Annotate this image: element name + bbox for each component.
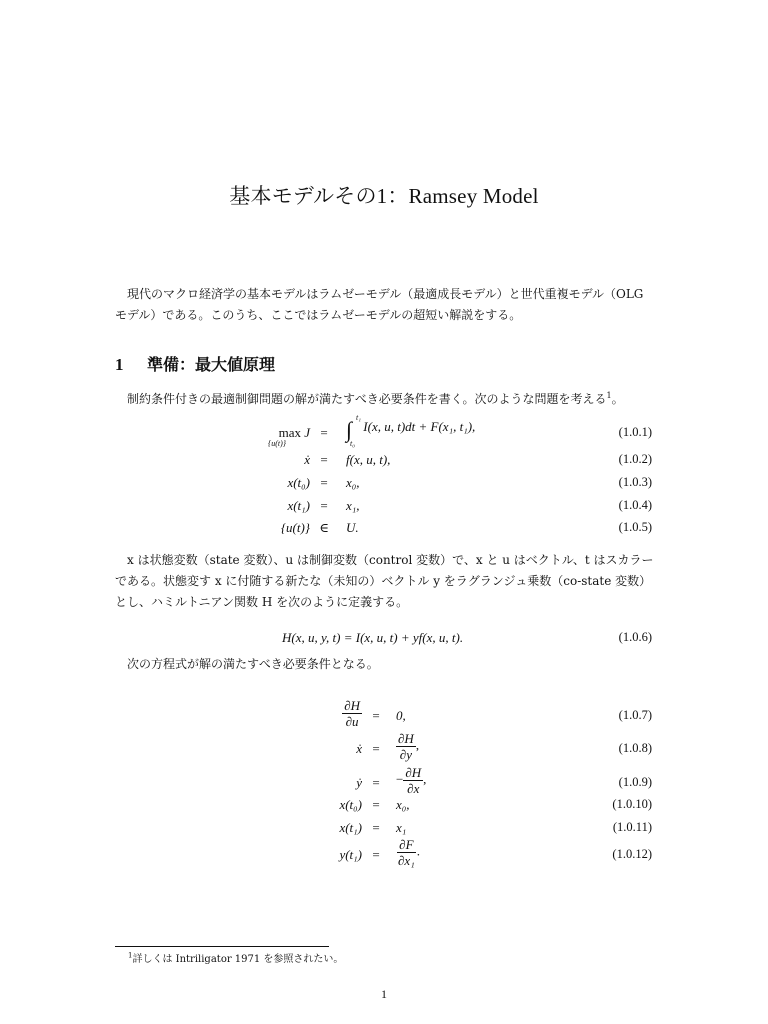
equation-number: (1.0.1) [618, 425, 652, 439]
equation-1-0-2 [0, 452, 768, 472]
intro-paragraph [115, 385, 655, 410]
equation-1-0-10 [0, 797, 768, 817]
footnote [128, 950, 343, 965]
equation-lhs: y(t₁) [339, 847, 362, 862]
equation-rhs-text: I(x, u, t)dt + F(x₁, t₁), [363, 419, 476, 434]
equation-number: (1.0.6) [618, 630, 652, 644]
equation-lhs: {u(t)} [280, 520, 310, 535]
equation-relation: = [372, 820, 380, 835]
equation-lhs: x(t₀) [287, 475, 310, 490]
equation-number: (1.0.2) [618, 452, 652, 466]
section-heading [115, 352, 275, 375]
equation-relation: = [372, 741, 380, 756]
equation-number: (1.0.3) [618, 475, 652, 489]
equation-rhs: ∫ t₁ t₀ I(x, u, t)dt + F(x₁, t₁), [346, 413, 476, 448]
equation-number: (1.0.4) [618, 498, 652, 512]
max-subscript: {u(t)} [268, 439, 286, 448]
integral-lower-limit: t₀ [350, 439, 356, 448]
equation-rhs: x₁, [346, 498, 360, 513]
equation-number: (1.0.7) [618, 708, 652, 722]
equation-lhs: x(t₁) [287, 498, 310, 513]
equation-relation: ∈ [319, 520, 329, 535]
intro-text-end: 。 [611, 392, 624, 406]
abstract-paragraph: 現代のマクロ経済学の基本モデルはラムゼーモデル（最適成長モデル）と世代重複モデル（OLGモデル）である。このうち、ここではラムゼーモデルの超短い解説をする。 [115, 287, 644, 322]
equation-rhs: 0, [396, 708, 406, 723]
equation-1-0-1 [0, 413, 768, 453]
equation-number: (1.0.10) [612, 797, 652, 811]
equation-number: (1.0.11) [612, 820, 652, 834]
fraction: $\frac{\partial F}{\text{∂x₁}}$ [398, 837, 415, 868]
equation-rhs: $\frac{\partial F}{\text{∂x₁}}$ . [398, 837, 420, 868]
fraction: $\frac{\partial H}{\partial x}$ [405, 765, 422, 796]
equation-1-0-6 [0, 630, 768, 650]
equation-lhs: ẏ [356, 775, 362, 790]
equation-1-0-4 [0, 498, 768, 518]
equation-rhs: $\frac{\partial H}{\partial y}$ , [398, 731, 420, 762]
footnote-divider [115, 946, 329, 947]
equation-number: (1.0.8) [618, 741, 652, 755]
equation-relation: = [372, 797, 380, 812]
equation-1-0-5 [0, 520, 768, 540]
equation-relation: = [320, 498, 328, 513]
section-title: 準備：最大値原理 [147, 355, 276, 374]
footnote-mark: 1 [606, 391, 612, 400]
section-number: 1 [115, 355, 124, 374]
page-number: 1 [381, 987, 387, 1001]
equation-number: (1.0.5) [618, 520, 652, 534]
equation-number: (1.0.9) [618, 775, 652, 789]
equation-lhs: ẋ [304, 452, 310, 467]
equation-rhs: x₁ [396, 820, 407, 835]
equation-1-0-7 [0, 698, 768, 734]
equation-lhs [300, 698, 362, 729]
fraction: $\frac{\partial H}{\partial y}$ [398, 731, 414, 762]
fraction: $\frac{\partial H}{\partial u}$ [344, 698, 360, 729]
definition-paragraph: x は状態変数（state 変数）、u は制御変数（control 変数）で、x と u はベクトル、t はスカラーである。状態変す x に付随する新たな（未知の）ベクトル y をラグランジュ乗数（co-state 変数）とし、ハミルトニアン関数 H を次のように定義する。 [115, 553, 654, 609]
conditions-paragraph: 次の方程式が解の満たすべき必要条件となる。 [127, 657, 379, 671]
equation-rhs: x₀, [346, 475, 360, 490]
equation-1-0-9 [0, 765, 768, 801]
integral-upper-limit: t₁ [356, 413, 362, 422]
equation-1-0-3 [0, 475, 768, 495]
footnote-number: 1 [128, 951, 133, 960]
hamiltonian-definition: H(x, u, y, t) = I(x, u, t) + yf(x, u, t). [282, 630, 464, 645]
footnote-text: 詳しくは Intriligator 1971 を参照されたい。 [132, 954, 344, 965]
equation-lhs: x(t₀) [339, 797, 362, 812]
page-title: 基本モデルその1：Ramsey Model [229, 184, 539, 208]
equation-lhs: x(t₁) [339, 820, 362, 835]
equation-number: (1.0.12) [612, 847, 652, 861]
equation-rhs: x₀, [396, 797, 410, 812]
equation-1-0-8 [0, 731, 768, 767]
equation-relation: = [320, 475, 328, 490]
equation-1-0-12 [0, 837, 768, 873]
equation-lhs: ẋ [356, 741, 362, 756]
equation-rhs: − $\frac{\partial H}{\partial x}$ , [396, 765, 427, 796]
equation-rhs: f(x, u, t), [346, 452, 391, 467]
equation-lhs: max J {u(t)} [268, 425, 310, 448]
equation-relation: = [372, 847, 380, 862]
equation-relation: = [372, 775, 380, 790]
equation-relation: = [372, 708, 380, 723]
equation-rhs: U. [346, 520, 359, 535]
equation-relation: = [320, 425, 328, 440]
intro-text: 制約条件付きの最適制御問題の解が満たすべき必要条件を書く。次のような問題を考える [127, 392, 607, 406]
equation-relation: = [320, 452, 328, 467]
